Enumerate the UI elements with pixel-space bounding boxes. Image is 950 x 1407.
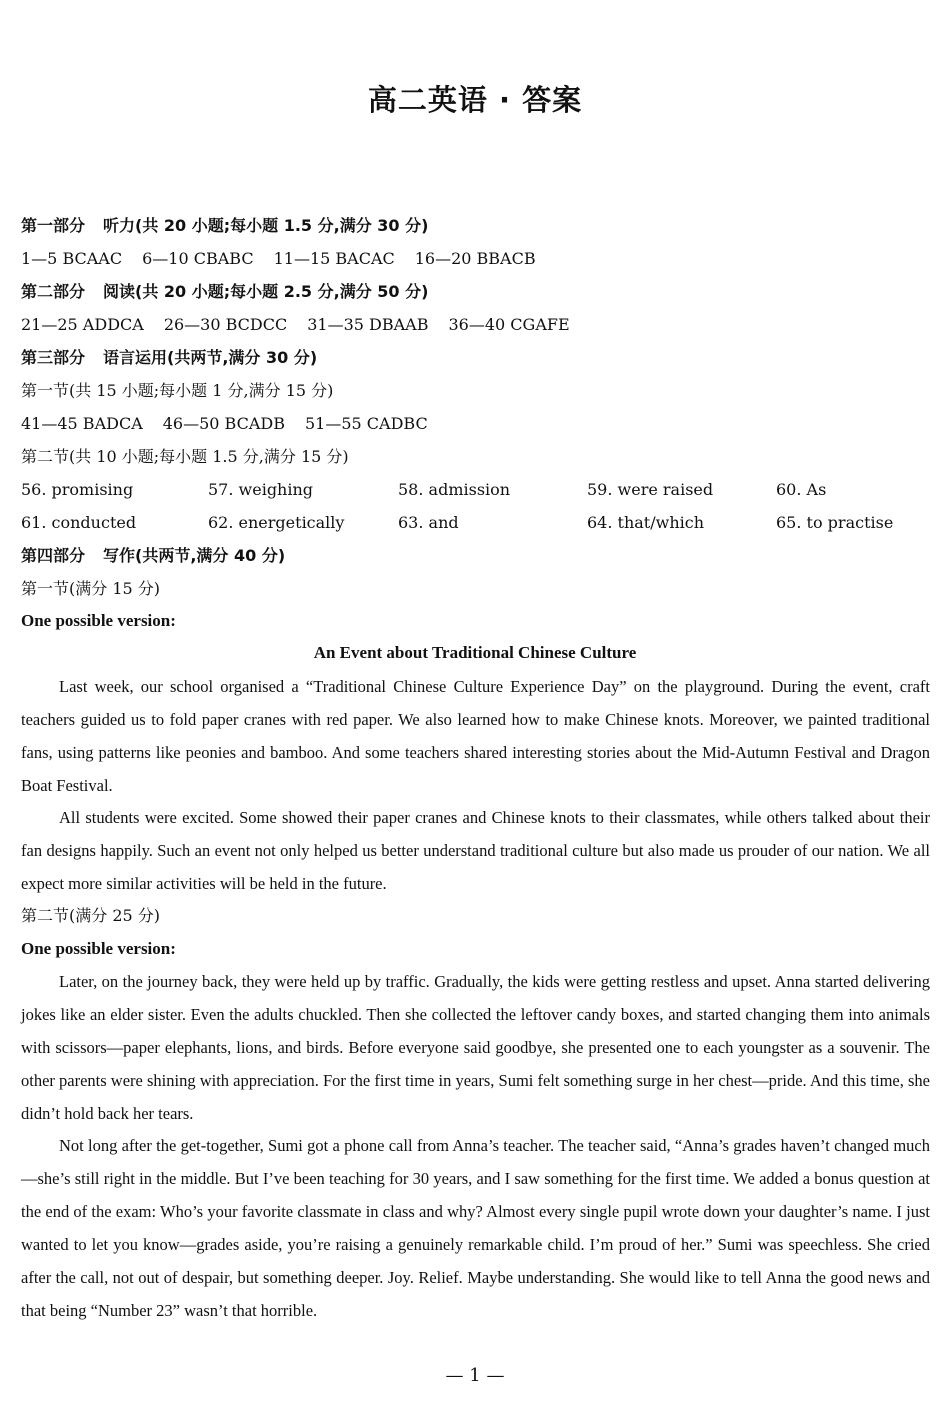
answer-group: 1—5 BCAAC: [21, 249, 123, 268]
part4-section1-label: 第一节(满分 15 分): [21, 579, 161, 598]
part1-heading: [21, 209, 931, 242]
part3-desc: 语言运用(共两节,满分 30 分): [103, 348, 318, 367]
fill-in-answer: 59. were raised: [587, 480, 714, 499]
essay2-paragraph-2: Not long after the get-together, Sumi got a phone call from Anna’s teacher. The teacher said, “Anna’s grades haven’t changed much—she’s still right in the middle. But I’ve been teaching for 30 years, and I saw something for the first time. We added a bonus question at the end of the exam: Who’s your favorite classmate in class and why? Almost every single pupil wrote down your daughter’s name. I just wanted to let you know—grades aside, you’re raising a genuinely remarkable child. I’m proud of her.” Sumi was speechless. She cried after the call, not out of despair, but something deeper. Joy. Relief. Maybe understanding. She would like to tell Anna the good news and that being “Number 23” wasn’t that horrible.: [21, 1136, 930, 1320]
part4-section2-label: 第二节(满分 25 分): [21, 906, 161, 925]
part3-section1-answers: [21, 407, 931, 440]
essay1-paragraph-2: All students were excited. Some showed their paper cranes and Chinese knots to their classmates, while others talked about their fan designs happily. Such an event not only helped us better understand traditional culture but also made us prouder of our nation. We all expect more similar activities will be held in the future.: [21, 808, 930, 893]
fill-in-answer: 60. As: [776, 480, 827, 499]
fill-in-answers-row-1: [21, 473, 931, 506]
part3-section1-label: 第一节(共 15 小题;每小题 1 分,满分 15 分): [21, 381, 334, 400]
part1-desc: 听力(共 20 小题;每小题 1.5 分,满分 30 分): [103, 216, 429, 235]
part1-label: 第一部分: [21, 216, 86, 235]
part4-desc: 写作(共两节,满分 40 分): [103, 546, 286, 565]
answer-group: 36—40 CGAFE: [448, 315, 570, 334]
fill-in-answer: 56. promising: [21, 480, 134, 499]
fill-in-answer: 61. conducted: [21, 513, 137, 532]
answer-group: 41—45 BADCA: [21, 414, 143, 433]
essay1-paragraph-1: Last week, our school organised a “Traditional Chinese Culture Experience Day” on the playground. During the event, craft teachers guided us to fold paper cranes with red paper. We also learned how to make Chinese knots. Moreover, we painted traditional fans, using patterns like peonies and bamboo. And some teachers shared interesting stories about the Mid-Autumn Festival and Dragon Boat Festival.: [21, 677, 930, 795]
fill-in-answer: 58. admission: [398, 480, 511, 499]
part2-heading: [21, 275, 931, 308]
page-title: 高二英语 · 答案: [367, 83, 583, 117]
answer-group: 21—25 ADDCA: [21, 315, 144, 334]
fill-in-answer: 64. that/which: [587, 513, 705, 532]
page-number: — 1 —: [445, 1365, 505, 1386]
fill-in-answer: 63. and: [398, 513, 459, 532]
fill-in-answer: 65. to practise: [776, 513, 894, 532]
answer-group: 11—15 BACAC: [273, 249, 395, 268]
part3-label: 第三部分: [21, 348, 86, 367]
part1-answers: [21, 242, 931, 275]
essay-title: An Event about Traditional Chinese Culture: [313, 643, 637, 662]
answer-group: 26—30 BCDCC: [163, 315, 288, 334]
part4-heading: [21, 539, 931, 572]
part2-desc: 阅读(共 20 小题;每小题 2.5 分,满分 50 分): [103, 282, 429, 301]
part3-heading: [21, 341, 931, 374]
fill-in-answer: 57. weighing: [208, 480, 314, 499]
answer-group: 16—20 BBACB: [414, 249, 536, 268]
essay2-paragraph-1: Later, on the journey back, they were held up by traffic. Gradually, the kids were getting restless and upset. Anna started delivering jokes like an elder sister. Even the adults chuckled. Then she collected the leftover candy boxes, and started changing them into animals with scissors—paper elephants, lions, and birds. Before everyone said goodbye, she presented one to each youngster as a souvenir. The other parents were shining with appreciation. For the first time in years, Sumi felt something surge in her chest—pride. And this time, she didn’t hold back her tears.: [21, 972, 930, 1123]
part2-label: 第二部分: [21, 282, 86, 301]
fill-in-answers-row-2: [21, 506, 931, 539]
part2-answers: [21, 308, 931, 341]
part4-label: 第四部分: [21, 546, 86, 565]
section1-version-label: One possible version:: [21, 611, 176, 630]
part3-section2-label: 第二节(共 10 小题;每小题 1.5 分,满分 15 分): [21, 447, 349, 466]
fill-in-answer: 62. energetically: [208, 513, 345, 532]
answer-group: 31—35 DBAAB: [307, 315, 429, 334]
section2-version-label: One possible version:: [21, 939, 176, 958]
answer-group: 6—10 CBABC: [142, 249, 254, 268]
answer-group: 46—50 BCADB: [162, 414, 285, 433]
answer-group: 51—55 CADBC: [305, 414, 428, 433]
